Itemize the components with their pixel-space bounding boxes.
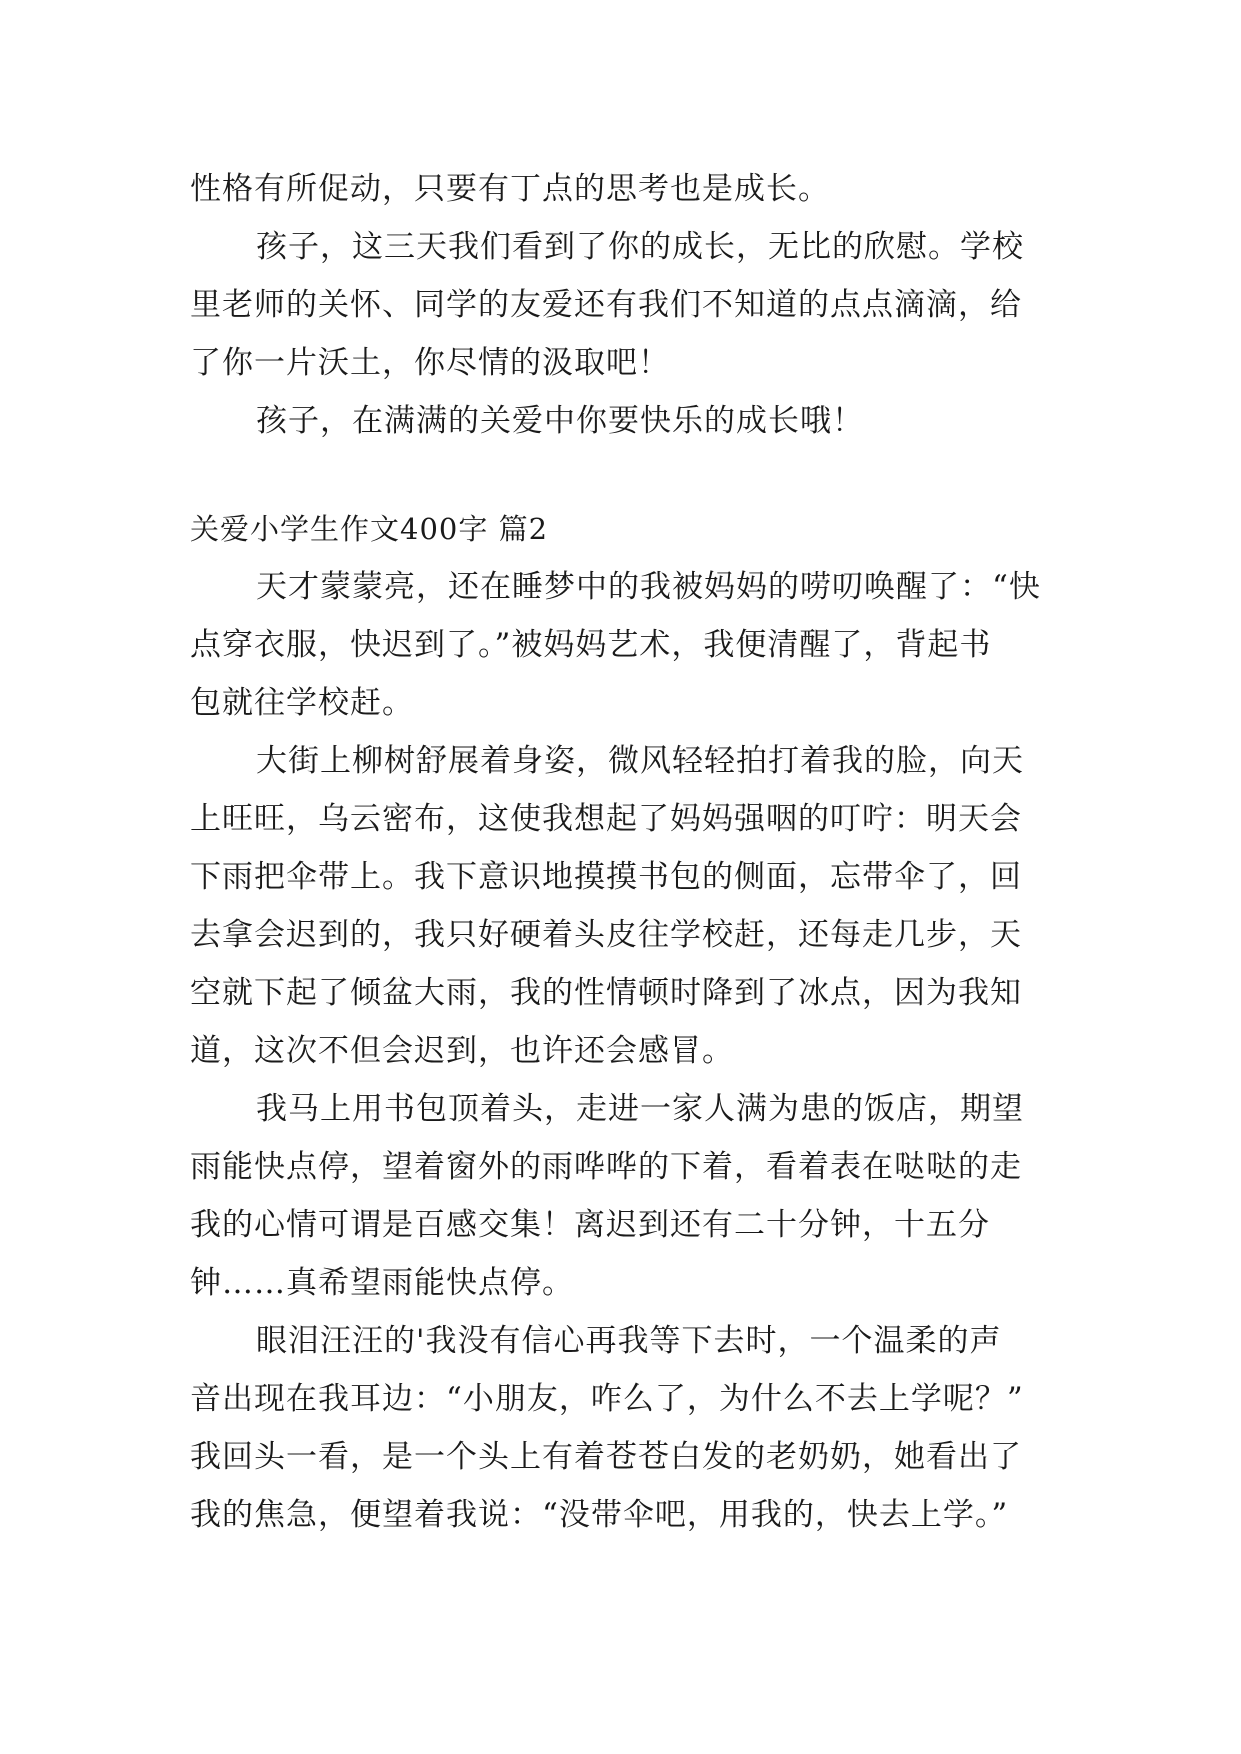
text-line: 天才蒙蒙亮，还在睡梦中的我被妈妈的唠叨唤醒了：“快 [256, 569, 1041, 605]
text-line: 道，这次不但会迟到，也许还会感冒。 [190, 1033, 734, 1069]
text-line: 孩子，在满满的关爱中你要快乐的成长哦！ [256, 403, 864, 439]
text-line: 性格有所促动，只要有丁点的思考也是成长。 [190, 171, 830, 207]
text-line: 点穿衣服，快迟到了。”被妈妈艺术，我便清醒了，背起书 [190, 627, 992, 663]
text-line: 我的焦急，便望着我说：“没带伞吧，用我的，快去上学。” [190, 1497, 1009, 1533]
text-line: 大街上柳树舒展着身姿，微风轻轻拍打着我的脸，向天 [256, 743, 1024, 779]
text-line: 下雨把伞带上。我下意识地摸摸书包的侧面，忘带伞了，回 [190, 859, 1022, 895]
text-line: 我回头一看，是一个头上有着苍苍白发的老奶奶，她看出了 [190, 1439, 1022, 1475]
text-line: 里老师的关怀、同学的友爱还有我们不知道的点点滴滴，给 [190, 287, 1022, 323]
text-line: 孩子，这三天我们看到了你的成长，无比的欣慰。学校 [256, 229, 1024, 265]
text-line: 眼泪汪汪的'我没有信心再我等下去时，一个温柔的声 [256, 1323, 1002, 1359]
text-line: 了你一片沃土，你尽情的汲取吧！ [190, 345, 670, 381]
text-line: 上旺旺，乌云密布，这使我想起了妈妈强咽的叮咛：明天会 [190, 801, 1022, 837]
text-line: 去拿会迟到的，我只好硬着头皮往学校赶，还每走几步，天 [190, 917, 1022, 953]
text-line: 包就往学校赶。 [190, 685, 414, 721]
section-heading: 关爱小学生作文400字 篇2 [190, 512, 549, 546]
text-line: 空就下起了倾盆大雨，我的性情顿时降到了冰点，因为我知 [190, 975, 1022, 1011]
text-line: 音出现在我耳边：“小朋友，咋么了，为什么不去上学呢？” [190, 1381, 1024, 1417]
text-line: 我马上用书包顶着头，走进一家人满为患的饭店，期望 [256, 1091, 1024, 1127]
text-line: 钟……真希望雨能快点停。 [190, 1265, 574, 1301]
text-line: 我的心情可谓是百感交集！离迟到还有二十分钟，十五分 [190, 1207, 990, 1243]
document-page [190, 160, 1050, 1544]
text-line: 雨能快点停，望着窗外的雨哗哗的下着，看着表在哒哒的走 [190, 1149, 1022, 1185]
section-gap [190, 450, 1050, 500]
